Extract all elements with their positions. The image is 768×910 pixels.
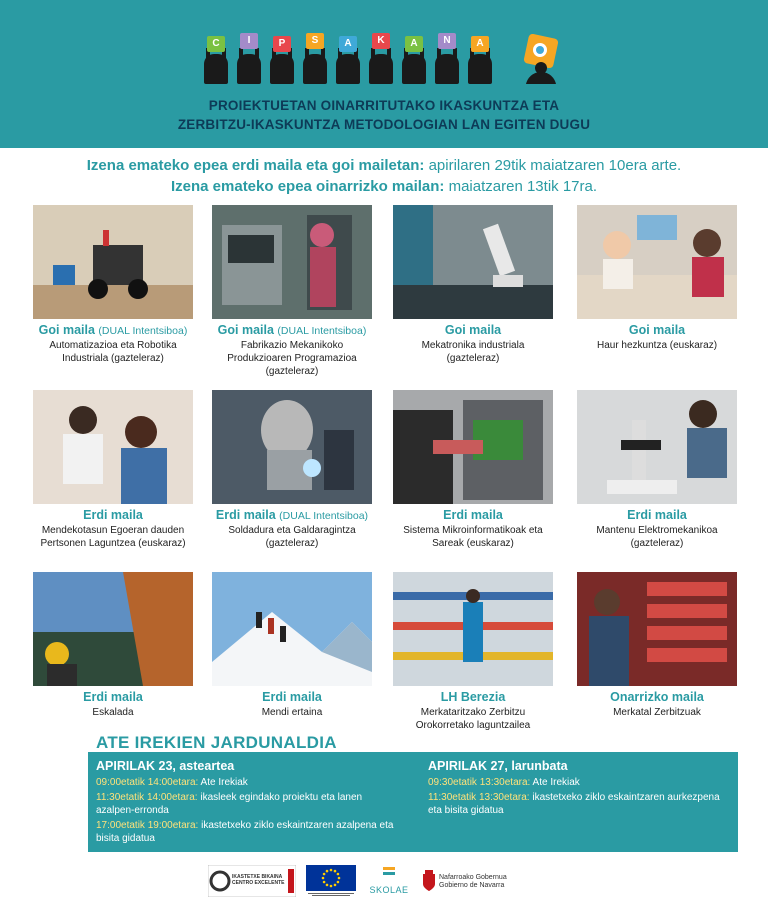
logo-letter-tile: S [306, 33, 324, 49]
registration-line-1-label: Izena emateko epea erdi maila eta goi mailetan: [86, 157, 425, 174]
open-day-item [428, 776, 728, 789]
course-dual-badge: (DUAL Intentsiboa) [277, 325, 367, 337]
eu-star-icon [337, 873, 340, 876]
eu-flag-icon [306, 865, 356, 897]
course-photo [393, 572, 553, 686]
course-description: Automatizazioa eta Robotika Industriala (gazteleraz) [49, 340, 177, 364]
eu-star-icon [326, 870, 329, 873]
course-level [25, 690, 201, 704]
course-level-label: Goi maila [217, 323, 274, 337]
logo-letter-tile: A [339, 36, 357, 52]
course-dual-badge: (DUAL Intentsiboa) [279, 510, 369, 522]
course-level-label: Goi maila [628, 323, 686, 337]
course-level-label: LH Berezia [440, 690, 506, 704]
logo-person-silhouette [303, 54, 327, 84]
course-photo [577, 205, 737, 319]
climbing-icon [33, 572, 193, 686]
course-card [569, 205, 745, 380]
eu-star-icon [338, 877, 341, 880]
gobierno-navarra-line1: Nafarroako Gobernua [439, 874, 507, 881]
course-level [385, 508, 561, 522]
logo-letter-tile: I [240, 33, 258, 49]
skolae-logo [364, 865, 414, 897]
course-card [569, 390, 745, 565]
course-description: Mendekotasun Egoeran dauden Pertsonen Laguntzea (euskaraz) [40, 525, 186, 549]
supermarket-shelves-icon [393, 572, 553, 686]
open-day-day1 [96, 758, 396, 845]
course-card [385, 390, 561, 565]
course-card [25, 572, 201, 747]
course-level [204, 323, 380, 337]
course-description: Soldadura eta Galdaragintza (gazteleraz) [228, 525, 356, 549]
course-card [385, 572, 561, 747]
open-day-item-time: 09:00etatik 14:00etara: [96, 777, 199, 788]
course-photo [33, 205, 193, 319]
logo-person-silhouette [369, 54, 393, 84]
header-title-line1: PROIEKTUETAN OINARRITUTAKO IKASKUNTZA ETA [208, 98, 560, 113]
logo-person-silhouette [270, 54, 294, 84]
course-description: Eskalada [92, 707, 134, 718]
logo-person-silhouette [402, 54, 426, 84]
microscope-icon [577, 390, 737, 504]
open-day-day2 [428, 758, 728, 817]
registration-line-2-dates: maiatzaren 13tik 17ra. [448, 178, 598, 195]
cip-sakana-logo [205, 30, 565, 90]
eu-star-icon [323, 881, 326, 884]
course-description: Merkataritzako Zerbitzu Orokorretako laguntzailea [415, 707, 531, 731]
logo-person-silhouette [237, 54, 261, 84]
eu-star-icon [326, 884, 329, 887]
gobierno-navarra-logo [422, 865, 532, 897]
course-description: Merkatal Zerbitzuak [613, 707, 701, 718]
course-description: Mantenu Elektromekanikoa (gazteleraz) [596, 525, 718, 549]
course-level [385, 323, 561, 337]
course-level-label: Erdi maila [443, 508, 503, 522]
logo-person-silhouette [468, 54, 492, 84]
header-banner [0, 0, 768, 148]
course-level-label: Onarrizko maila [610, 690, 704, 704]
logo-emblem-icon [520, 34, 562, 84]
centro-excelente-logo [208, 865, 296, 897]
registration-line-2-label: Izena emateko epea oinarrizko mailan: [170, 178, 445, 195]
eu-flag-logo [306, 865, 356, 897]
mountain-hiking-icon [212, 572, 372, 686]
open-day-day1-title: APIRILAK 23, asteartea [96, 759, 235, 773]
course-card [204, 390, 380, 565]
navarra-shield-icon [422, 870, 436, 892]
course-level [204, 508, 380, 522]
course-level-label: Erdi maila [262, 690, 322, 704]
course-card [385, 205, 561, 380]
course-card [569, 572, 745, 747]
course-description: Mendi ertaina [261, 707, 323, 718]
course-card [25, 205, 201, 380]
course-level [569, 508, 745, 522]
robot-arm-icon [393, 205, 553, 319]
open-day-item [96, 776, 396, 789]
course-level-label: Erdi maila [83, 690, 143, 704]
course-photo [393, 390, 553, 504]
registration-line-1-dates: apirilaren 29tik maiatzaren 10era arte. [428, 157, 682, 174]
robotics-kit-icon [33, 205, 193, 319]
course-level-label: Erdi maila [83, 508, 143, 522]
open-day-item [96, 791, 396, 817]
logo-people-silhouettes [205, 52, 505, 84]
registration-line-1 [0, 157, 768, 174]
course-card [25, 390, 201, 565]
open-day-title: ATE IREKIEN JARDUNALDIA [96, 733, 337, 752]
course-level [25, 323, 201, 337]
eu-star-icon [337, 881, 340, 884]
course-card [204, 205, 380, 380]
course-level-label: Goi maila [38, 323, 95, 337]
course-photo [393, 205, 553, 319]
course-level [385, 690, 561, 704]
open-day-item-text: Ate Irekiak [532, 777, 580, 788]
logo-person-silhouette [336, 54, 360, 84]
logo-person-silhouette [204, 54, 228, 84]
open-day-item-time: 11:30etatik 14:00etara: [96, 792, 198, 803]
open-day-item-time: 11:30etatik 13:30etara: [428, 792, 530, 803]
gobierno-navarra-line2: Gobierno de Navarra [439, 882, 505, 889]
open-day-item-text: ikasleek egindako proiektu eta lanen azalpen-erronda [96, 792, 363, 816]
course-level [569, 690, 745, 704]
course-level [569, 323, 745, 337]
open-day-item-time: 17:00etatik 19:00etara: [96, 820, 199, 831]
course-description: Sistema Mikroinformatikoak eta Sareak (euskaraz) [403, 525, 543, 549]
eu-star-icon [330, 869, 333, 872]
open-day-item-text: ikastetxeko ziklo eskaintzaren aurkezpena eta bisita gidatua [428, 792, 720, 816]
course-level [25, 508, 201, 522]
children-play-icon [577, 205, 737, 319]
skolae-icon [364, 865, 414, 885]
logo-letter-tile: C [207, 36, 225, 52]
logo-letter-tile: A [471, 36, 489, 52]
course-description: Haur hezkuntza (euskaraz) [596, 340, 718, 351]
course-card [204, 572, 380, 747]
course-photo [212, 572, 372, 686]
header-title-line2: ZERBITZU-IKASKUNTZA METODOLOGIAN LAN EGITEN DUGU [177, 117, 591, 132]
logo-letter-tile: P [273, 36, 291, 52]
cnc-machine-icon [212, 205, 372, 319]
logo-person-silhouette [435, 54, 459, 84]
open-day-box [88, 752, 738, 852]
open-day-day2-title: APIRILAK 27, larunbata [428, 759, 568, 773]
course-level [204, 690, 380, 704]
open-day-item-text: Ate Irekiak [200, 777, 248, 788]
registration-line-2 [0, 178, 768, 195]
care-assistance-icon [33, 390, 193, 504]
warehouse-bins-icon [577, 572, 737, 686]
course-dual-badge: (DUAL Intentsiboa) [98, 325, 188, 337]
welding-icon [212, 390, 372, 504]
course-photo [212, 390, 372, 504]
open-day-item-text: ikastetxeko ziklo eskaintzaren azalpena eta bisita gidatua [96, 820, 394, 844]
course-description: Fabrikazio Mekanikoko Produkzioaren Programazioa (gazteleraz) [227, 340, 357, 377]
course-level-label: Goi maila [444, 323, 502, 337]
logo-letter-tile: A [405, 36, 423, 52]
eu-star-icon [334, 870, 337, 873]
logo-letter-tile: N [438, 33, 456, 49]
eu-star-icon [323, 873, 326, 876]
open-day-item [96, 819, 396, 845]
course-photo [577, 390, 737, 504]
open-day-item [428, 791, 728, 817]
eu-star-icon [330, 885, 333, 888]
course-level-label: Erdi maila [627, 508, 687, 522]
eu-star-icon [322, 877, 325, 880]
gobierno-navarra-text [439, 874, 507, 890]
eu-star-icon [334, 884, 337, 887]
course-photo [577, 572, 737, 686]
course-photo [212, 205, 372, 319]
course-level-label: Erdi maila [215, 508, 276, 522]
course-photo [33, 390, 193, 504]
centro-excelente-text: IKASTETXE BIKAINA CENTRO EXCELENTE [232, 874, 285, 886]
computer-hardware-icon [393, 390, 553, 504]
skolae-text: SKOLAE [369, 885, 409, 895]
logo-letter-tile: K [372, 33, 390, 49]
open-day-item-time: 09:30etatik 13:30etara: [428, 777, 531, 788]
course-description: Mekatronika industriala (gazteleraz) [421, 340, 525, 364]
course-photo [33, 572, 193, 686]
